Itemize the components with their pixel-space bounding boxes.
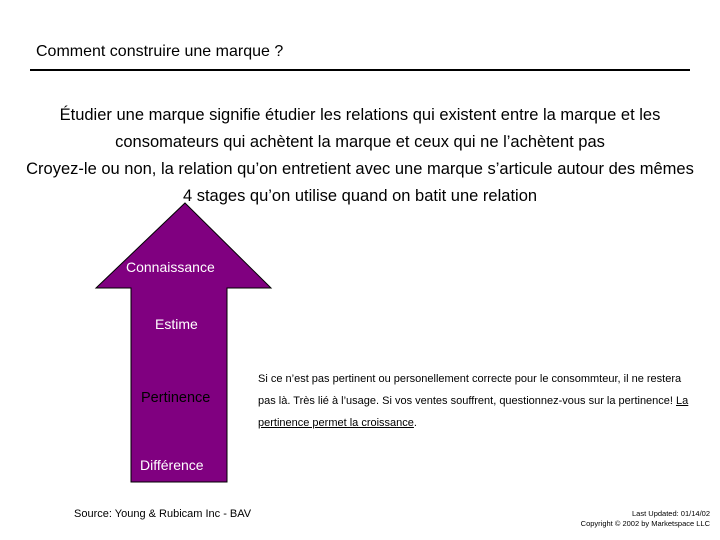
stage-estime: Estime <box>155 316 198 332</box>
pertinence-note <box>258 368 698 434</box>
pertinence-note-text: Si ce n’est pas pertinent ou personellement correcte pour le consommteur, il ne restera pas là. Très lié à l’usage. Si vos ventes souffrent, questionnez-vous sur la pertinence! <box>258 373 682 407</box>
stage-difference: Différence <box>140 457 204 473</box>
stage-connaissance: Connaissance <box>126 259 215 275</box>
copyright: Copyright © 2002 by Marketspace LLC <box>580 519 710 528</box>
pertinence-note-emphasis: La pertinence permet la croissance <box>258 395 689 429</box>
stage-pertinence: Pertinence <box>141 390 211 406</box>
stages-arrow-shape <box>96 203 271 482</box>
pertinence-note-end: . <box>413 417 417 429</box>
slide-title: Comment construire une marque ? <box>36 43 284 60</box>
footer <box>581 509 710 529</box>
intro-paragraph-1: Étudier une marque signifie étudier les relations qui existent entre la marque et les consomateurs qui achètent la marque et ceux qui ne l’achètent pas <box>59 106 661 151</box>
source-citation: Source: Young & Rubicam Inc - BAV <box>74 508 252 520</box>
intro-paragraph-2: Croyez-le ou non, la relation qu’on entretient avec une marque s’articule autour des mêmes 4 stages qu’on utilise quand on batit une relation <box>26 160 694 205</box>
last-updated: Last Updated: 01/14/02 <box>632 509 710 518</box>
